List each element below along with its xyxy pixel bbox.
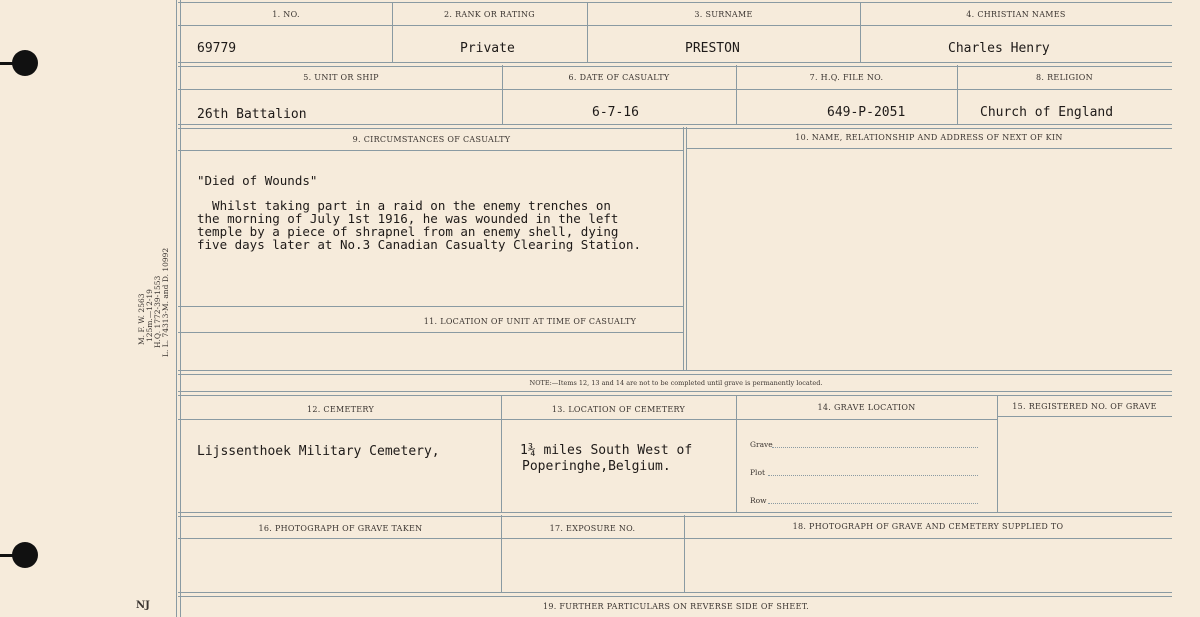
form-number-4: L. L. 74313-M. and D. 10992 (161, 247, 170, 357)
caption-religion: 8. RELIGION (1036, 73, 1093, 82)
clerk-initials: NJ (136, 600, 150, 611)
caption-location-of-cemetery: 13. LOCATION OF CEMETERY (551, 405, 686, 414)
religion-value: Church of England (980, 105, 1114, 120)
caption-christian-names: 4. CHRISTIAN NAMES (966, 10, 1066, 19)
footer-text: 19. FURTHER PARTICULARS ON REVERSE SIDE OF SHEET. (542, 602, 810, 611)
cemetery-location-line-1: 1¾ miles South West of (520, 443, 693, 458)
rank-value: Private (460, 41, 515, 56)
punch-hole-top (12, 50, 38, 76)
caption-cemetery: 12. CEMETERY (306, 405, 375, 414)
plot-line (768, 475, 978, 476)
row-label: Row (750, 496, 767, 505)
form-number-1: M. F. W. 2563 (137, 293, 146, 345)
caption-grave-location: 14. GRAVE LOCATION (817, 403, 916, 412)
christian-names-value: Charles Henry (948, 41, 1050, 56)
caption-circumstances: 9. CIRCUMSTANCES OF CASUALTY (352, 135, 511, 144)
margin-line (176, 0, 177, 617)
note-text: NOTE:—Items 12, 13 and 14 are not to be completed until grave is permanently located. (529, 379, 823, 387)
caption-photograph-taken: 16. PHOTOGRAPH OF GRAVE TAKEN (258, 524, 423, 533)
file-no-value: 649-P-2051 (827, 105, 906, 120)
form-number-3: H.Q. 1772-39-1553 (153, 275, 162, 348)
caption-location-of-unit: 11. LOCATION OF UNIT AT TIME OF CASUALTY (423, 317, 637, 326)
service-number: 69779 (197, 41, 237, 56)
caption-file-no: 7. H.Q. FILE NO. (809, 73, 884, 82)
circumstances-text: Whilst taking part in a raid on the enemy trenches on the morning of July 1st 1916, he was wounded in the left temple by a piece of shrapnel from an enemy shell, dying five days later at No.3 Canadian Casualty Clearing Station. (197, 198, 642, 252)
caption-registered-no: 15. REGISTERED NO. OF GRAVE (1012, 402, 1157, 411)
punch-hole-bottom (12, 542, 38, 568)
plot-label: Plot (750, 468, 765, 477)
caption-exposure-no: 17. EXPOSURE NO. (549, 524, 636, 533)
caption-rank: 2. RANK OR RATING (444, 10, 535, 19)
form-number-2: 125m.—12-19 (145, 289, 154, 342)
date-value: 6-7-16 (592, 105, 639, 120)
caption-next-of-kin: 10. NAME, RELATIONSHIP AND ADDRESS OF NEXT OF KIN (795, 133, 1063, 142)
row-line (768, 503, 978, 504)
cemetery-location-line-2: Poperinghe,Belgium. (522, 459, 671, 474)
caption-unit: 5. UNIT OR SHIP (303, 73, 379, 82)
grave-line (772, 447, 978, 448)
circumstances-heading: "Died of Wounds" (197, 173, 318, 188)
caption-photograph-supplied: 18. PHOTOGRAPH OF GRAVE AND CEMETERY SUPPLIED TO (792, 522, 1064, 531)
caption-date: 6. DATE OF CASUALTY (568, 73, 670, 82)
cemetery-value: Lijssenthoek Military Cemetery, (197, 444, 440, 459)
grave-label: Grave (750, 440, 773, 449)
caption-number: 1. NO. (272, 10, 300, 19)
caption-surname: 3. SURNAME (694, 10, 753, 19)
surname-value: PRESTON (685, 41, 740, 56)
unit-value: 26th Battalion (197, 107, 307, 122)
